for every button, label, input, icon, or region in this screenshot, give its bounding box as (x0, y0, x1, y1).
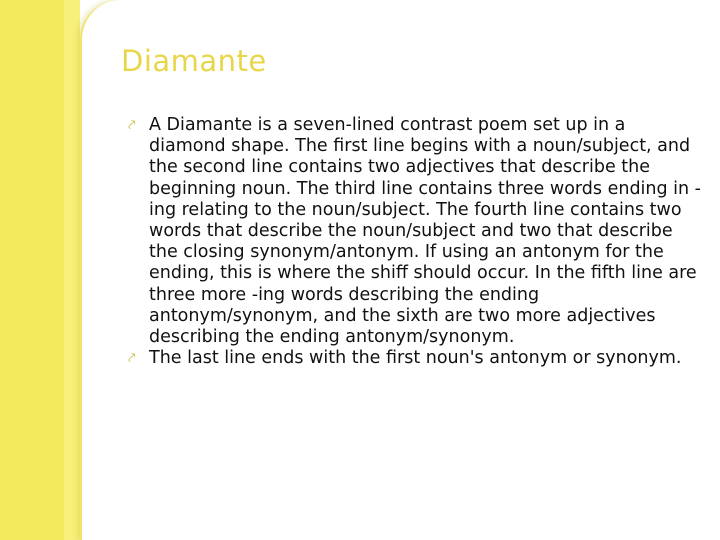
bullet-item (128, 115, 703, 348)
left-decorative-band (0, 0, 80, 540)
left-band-shade (0, 0, 64, 540)
bullet-text: A Diamante is a seven-lined contrast poem set up in a diamond shape. The first line begins with a noun/subject, and the second line contains two adjectives that describe the beginning noun. The third line contains three words ending in -ing relating to the noun/subject. The fourth line contains two words that describe the noun/subject and two that describe the closing synonym/antonym. If using an antonym for the ending, this is where the shiff should occur. In the fifth line are three more -ing words describing the ending antonym/synonym, and the sixth are two more adjectives describing the ending antonym/synonym. (149, 115, 702, 348)
bullet-item (128, 348, 703, 369)
curved-arrow-bullet-icon: ⤤ (128, 118, 136, 133)
bullet-text: The last line ends with the first noun's antonym or synonym. (149, 348, 682, 369)
bullet-list (128, 115, 703, 369)
curved-arrow-bullet-icon: ⤤ (128, 351, 136, 367)
slide-title: Diamante (121, 44, 267, 78)
